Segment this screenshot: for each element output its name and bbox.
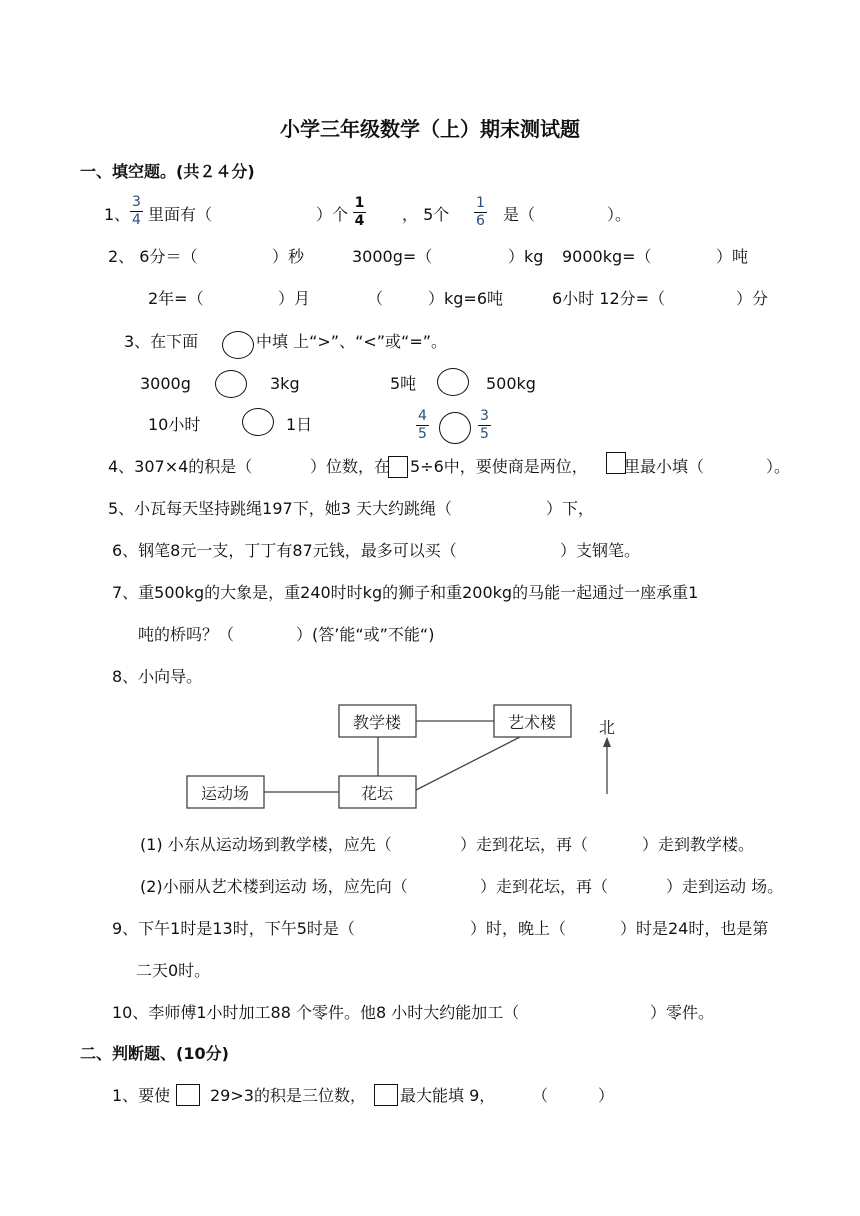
page-title: 小学三年级数学（上）期末测试题 [280, 117, 580, 141]
denominator: 4 [132, 212, 141, 228]
numerator: 3 [132, 194, 141, 210]
q1-number: 1、 [104, 205, 131, 224]
q2-l1-b: ）秒 [272, 247, 305, 266]
q1-text-c: ， 5个 [402, 205, 450, 224]
q8-sub1-c: ）走到教学楼。 [642, 835, 755, 854]
q9-line2: 二天0时。 [136, 961, 211, 980]
q7-line2-b: ）(答’能“或”不能“) [296, 625, 435, 644]
map-line-garden-art [416, 737, 520, 790]
q10-a: 10、李师傅1小时加工88 个零件。他8 小时大约能加工（ [112, 1003, 520, 1022]
q3-intro-a: 3、在下面 [124, 332, 199, 351]
section-heading-fill-blank: 一、填空题。(共２４分) [80, 162, 255, 181]
q2-l1-c: 3000g=（ [352, 247, 433, 266]
q6-a: 6、钢笔8元一支，丁丁有87元钱，最多可以买（ [112, 541, 457, 560]
denominator: 5 [480, 426, 489, 442]
q1-text-b: ）个 [316, 205, 349, 224]
q8-sub2-b: ）走到花坛，再（ [480, 877, 609, 896]
numerator: 4 [418, 408, 427, 424]
q2-l1-e: 9000kg=（ [562, 247, 652, 266]
q2-l2-e: 6小时 12分=（ [552, 289, 666, 308]
q7-line2-a: 吨的桥吗？（ [138, 625, 235, 644]
map-label-garden: 花坛 [360, 784, 394, 803]
q10-b: ）零件。 [650, 1003, 715, 1022]
q3-left-2: 5吨 [390, 374, 417, 393]
q5-b: ）下， [546, 499, 595, 518]
q4-b: ）位数，在 [310, 457, 391, 476]
q2-l2-b: ）月 [278, 289, 311, 308]
q1-text-a: 里面有（ [148, 205, 213, 224]
q9-line1-c: ）时是24时，也是第 [620, 919, 769, 938]
q3-right-1: 3kg [270, 374, 300, 393]
north-arrow-icon [603, 737, 611, 747]
map-label-art: 艺术楼 [507, 713, 557, 732]
q2-l1-a: 2、 6分＝（ [108, 247, 198, 266]
q3-right-3: 1日 [286, 415, 313, 434]
q4-a: 4、307×4的积是（ [108, 457, 253, 476]
q3-intro-b: 中填 上“>”、“<”或“=”。 [256, 332, 448, 351]
q8-intro: 8、小向导。 [112, 667, 203, 686]
map-label-sports: 运动场 [200, 784, 250, 803]
numerator: 1 [476, 195, 485, 211]
q1-text-d: 是（ [503, 205, 536, 224]
section-heading-true-false: 二、判断题、(10分) [80, 1044, 229, 1063]
q7-line1: 7、重500kg的大象是，重240时时kg的狮子和重200kg的马能一起通过一座承重1 [112, 583, 699, 602]
denominator: 6 [476, 213, 485, 229]
j1-b: 29>3的积是三位数， [210, 1086, 366, 1105]
j1-blank-box-2[interactable] [374, 1084, 398, 1106]
j1-blank-box-1[interactable] [176, 1084, 200, 1106]
q2-l1-d: ）kg [508, 247, 544, 266]
q2-l2-c: （ [367, 289, 384, 308]
q2-l2-a: 2年=（ [148, 289, 204, 308]
q2-l2-d: ）kg=6吨 [428, 289, 504, 308]
q8-sub2-c: ）走到运动 场。 [666, 877, 784, 896]
denominator: 5 [418, 426, 427, 442]
q4-e: ）。 [766, 457, 791, 476]
q5-a: 5、小瓦每天坚持跳绳197下，她3 天大约跳绳（ [108, 499, 452, 518]
q9-line1-b: ）时，晚上（ [470, 919, 567, 938]
denominator: 4 [354, 213, 365, 229]
j1-e: ） [598, 1086, 615, 1105]
j1-d: （ [532, 1086, 549, 1105]
q4-c: 5÷6中，要使商是两位， [410, 457, 588, 476]
q3-right-2: 500kg [486, 374, 536, 393]
q4-d: 里最小填（ [624, 457, 705, 476]
q2-l2-f: ）分 [736, 289, 769, 308]
map-label-north: 北 [598, 718, 616, 737]
j1-a: 1、要使 [112, 1086, 171, 1105]
q8-sub2-a: (2)小丽从艺术楼到运动 场，应先向（ [140, 877, 408, 896]
q8-sub1-a: (1) 小东从运动场到教学楼，应先（ [140, 835, 392, 854]
q8-sub1-b: ）走到花坛，再（ [460, 835, 589, 854]
q6-b: ）支钢笔。 [560, 541, 641, 560]
q3-left-3: 10小时 [148, 415, 201, 434]
q3-left-1: 3000g [140, 374, 191, 393]
numerator: 3 [480, 408, 489, 424]
q9-line1-a: 9、下午1时是13时，下午5时是（ [112, 919, 355, 938]
j1-c: 最大能填 9， [400, 1086, 496, 1105]
map-label-teaching: 教学楼 [352, 713, 402, 732]
numerator: 1 [354, 195, 365, 211]
q1-text-e: ）。 [607, 205, 632, 224]
q2-l1-f: ）吨 [716, 247, 749, 266]
